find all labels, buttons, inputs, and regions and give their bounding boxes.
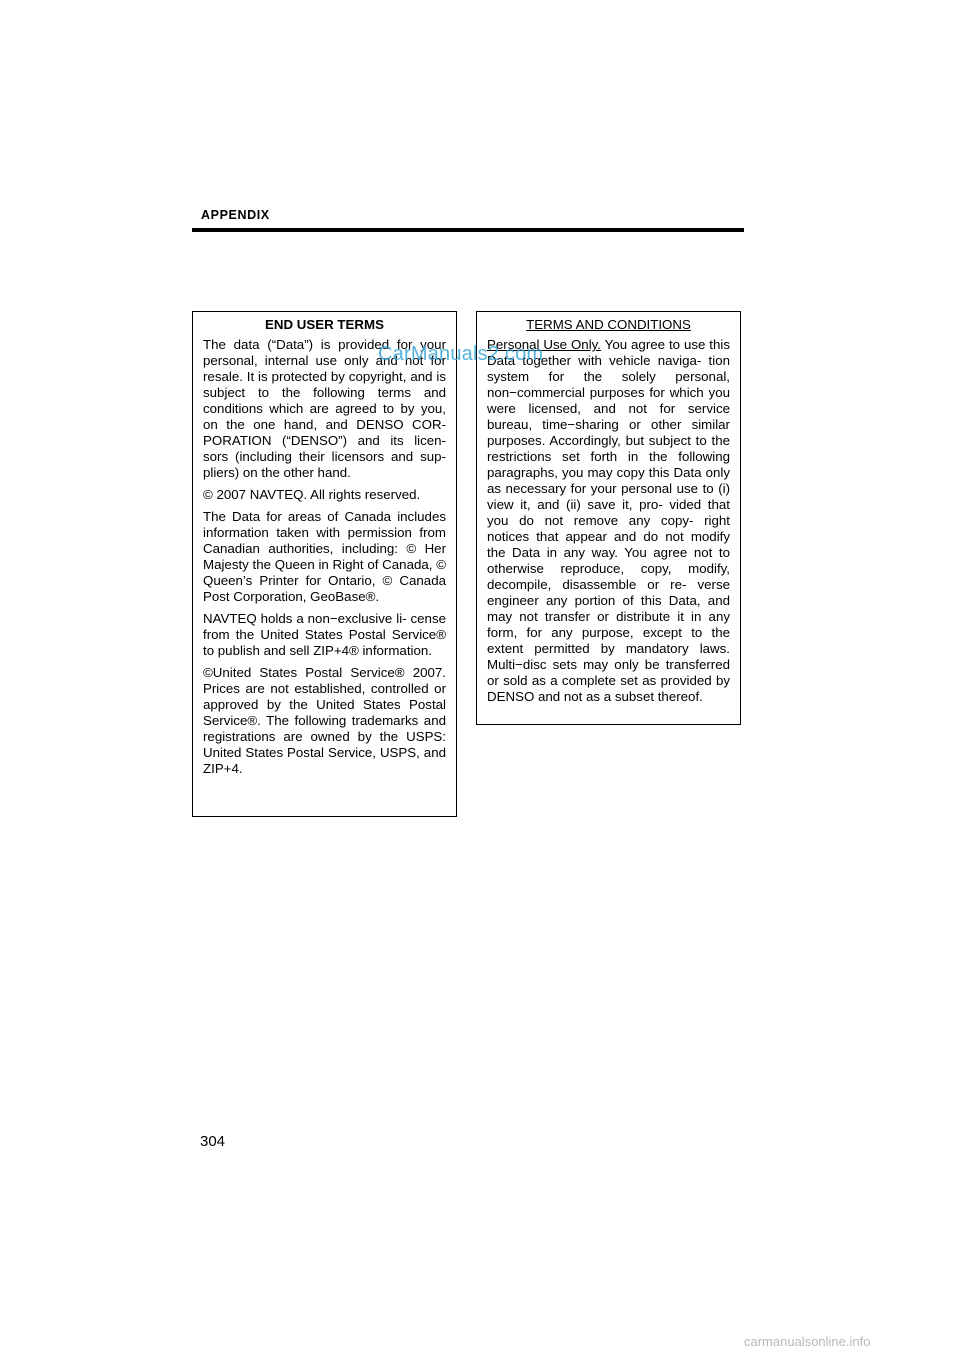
personal-use-heading: Personal Use Only. [487,337,601,352]
personal-use-text: You agree to use this Data together with vehicle naviga- tion system for the solely personal, non−commercial purposes for which you were licensed, and not for service bureau, time−sharing or other similar purposes. Accordingly, but subject to the restrictions set forth in the following paragraphs, you may copy this Data only as necessary for your personal use to (i) view it, and (ii) save it, pro- vided that you do not remove any copy- right notices that appear and do not modify the Data in any way. You agree not to otherwise reproduce, copy, modify, decompile, disassemble or re- verse engineer any portion of this Data, and may not transfer or distribute it in any form, for any purpose, except to the extent permitted by mandatory laws. Multi−disc sets may only be transferred or sold as a complete set as provided by DENSO and not as a subset thereof. [487,337,730,704]
page-number: 304 [200,1133,226,1150]
terms-paragraph: The data (“Data”) is provided for your personal, internal use only and not for resale. It is protected by copyright, and is subject to the following terms and conditions which are agreed to by you, on the one hand, and DENSO COR- PORATION (“DENSO”) and its licen- sors (including their licensors and sup- pliers) on the other hand. [203,337,446,480]
watermark: CarManuals2.com [378,343,544,365]
navteq-license-paragraph: NAVTEQ holds a non−exclusive li- cense from the United States Postal Service® to publish and sell ZIP+4® information. [203,611,446,658]
header-rule [192,228,744,232]
usps-paragraph: ©United States Postal Service® 2007. Prices are not established, controlled or approved by the United States Postal Service®. The following trademarks and registrations are owned by the USPS: United States Postal Service, USPS, and ZIP+4. [203,665,446,776]
personal-use-paragraph [487,337,730,705]
end-user-terms-box [192,311,457,817]
footer-watermark: carmanualsonline.info [744,1334,871,1349]
terms-and-conditions-box [476,311,741,725]
section-header: APPENDIX [201,208,270,222]
canada-data-paragraph: The Data for areas of Canada includes information taken with permission from Canadian authorities, including: © Her Majesty the Queen in Right of Canada, © Queen’s Printer for Ontario, © Canada Post Corporation, GeoBase®. [203,509,446,604]
terms-and-conditions-title: TERMS AND CONDITIONS [526,317,691,332]
end-user-terms-title: END USER TERMS [265,317,384,332]
copyright-paragraph: © 2007 NAVTEQ. All rights reserved. [203,487,421,502]
